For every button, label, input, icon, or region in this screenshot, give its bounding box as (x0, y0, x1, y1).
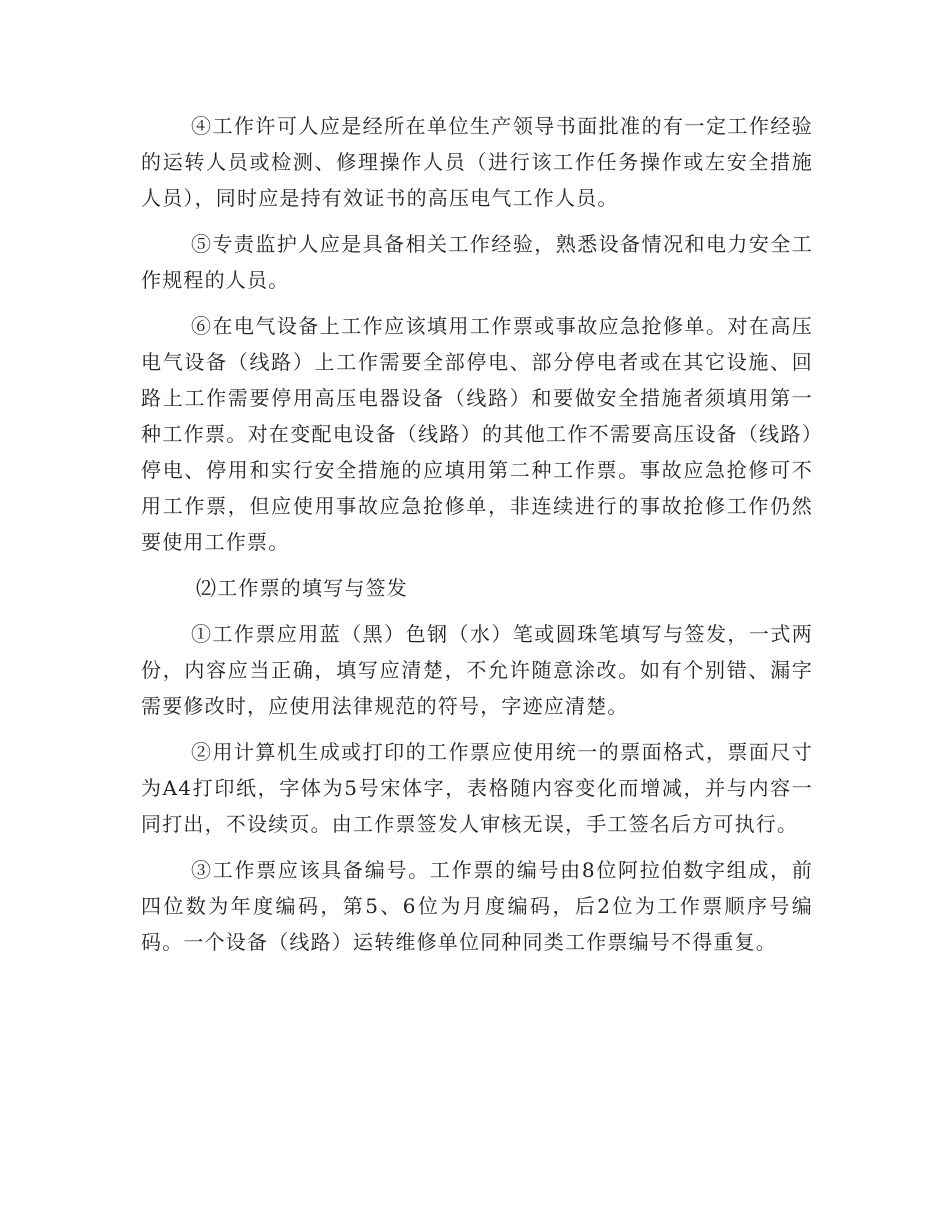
paragraph-item-5: ⑤专责监护人应是具备相关工作经验，熟悉设备情况和电力安全工作规程的人员。 (141, 232, 813, 292)
section-heading-2: ⑵工作票的填写与签发 (196, 576, 408, 600)
paragraph-item-6: ⑥在电气设备上工作应该填用工作票或事故应急抢修单。对在高压电气设备（线路）上工作需要全部停电、部分停电者或在其它设施、回路上工作需要停用高压电器设备（线路）和要做安全措施者须填用第一种工作票。对在变配电设备（线路）的其他工作不需要高压设备（线路）停电、停用和实行安全措施的应填用第二种工作票。事故应急抢修可不用工作票，但应使用事故应急抢修单，非连续进行的事故抢修工作仍然要使用工作票。 (141, 314, 813, 554)
paragraph-item-3: ③工作票应该具备编号。工作票的编号由8位阿拉伯数字组成，前四位数为年度编码，第5、6位为月度编码，后2位为工作票顺序号编码。一个设备（线路）运转维修单位同种同类工作票编号不得重复。 (141, 858, 813, 954)
paragraph-item-4: ④工作许可人应是经所在单位生产领导书面批准的有一定工作经验的运转人员或检测、修理操作人员（进行该工作任务操作或左安全措施人员），同时应是持有效证书的高压电气工作人员。 (141, 114, 813, 210)
paragraph-item-2: ②用计算机生成或打印的工作票应使用统一的票面格式，票面尺寸为A4打印纸，字体为5号宋体字，表格随内容变化而增减，并与内容一同打出，不设续页。由工作票签发人审核无误，手工签名后方可执行。 (141, 740, 813, 836)
paragraph-item-1: ①工作票应用蓝（黑）色钢（水）笔或圆珠笔填写与签发，一式两份，内容应当正确，填写应清楚，不允许随意涂改。如有个别错、漏字需要修改时，应使用法律规范的符号，字迹应清楚。 (141, 622, 813, 718)
document-body (141, 108, 813, 970)
